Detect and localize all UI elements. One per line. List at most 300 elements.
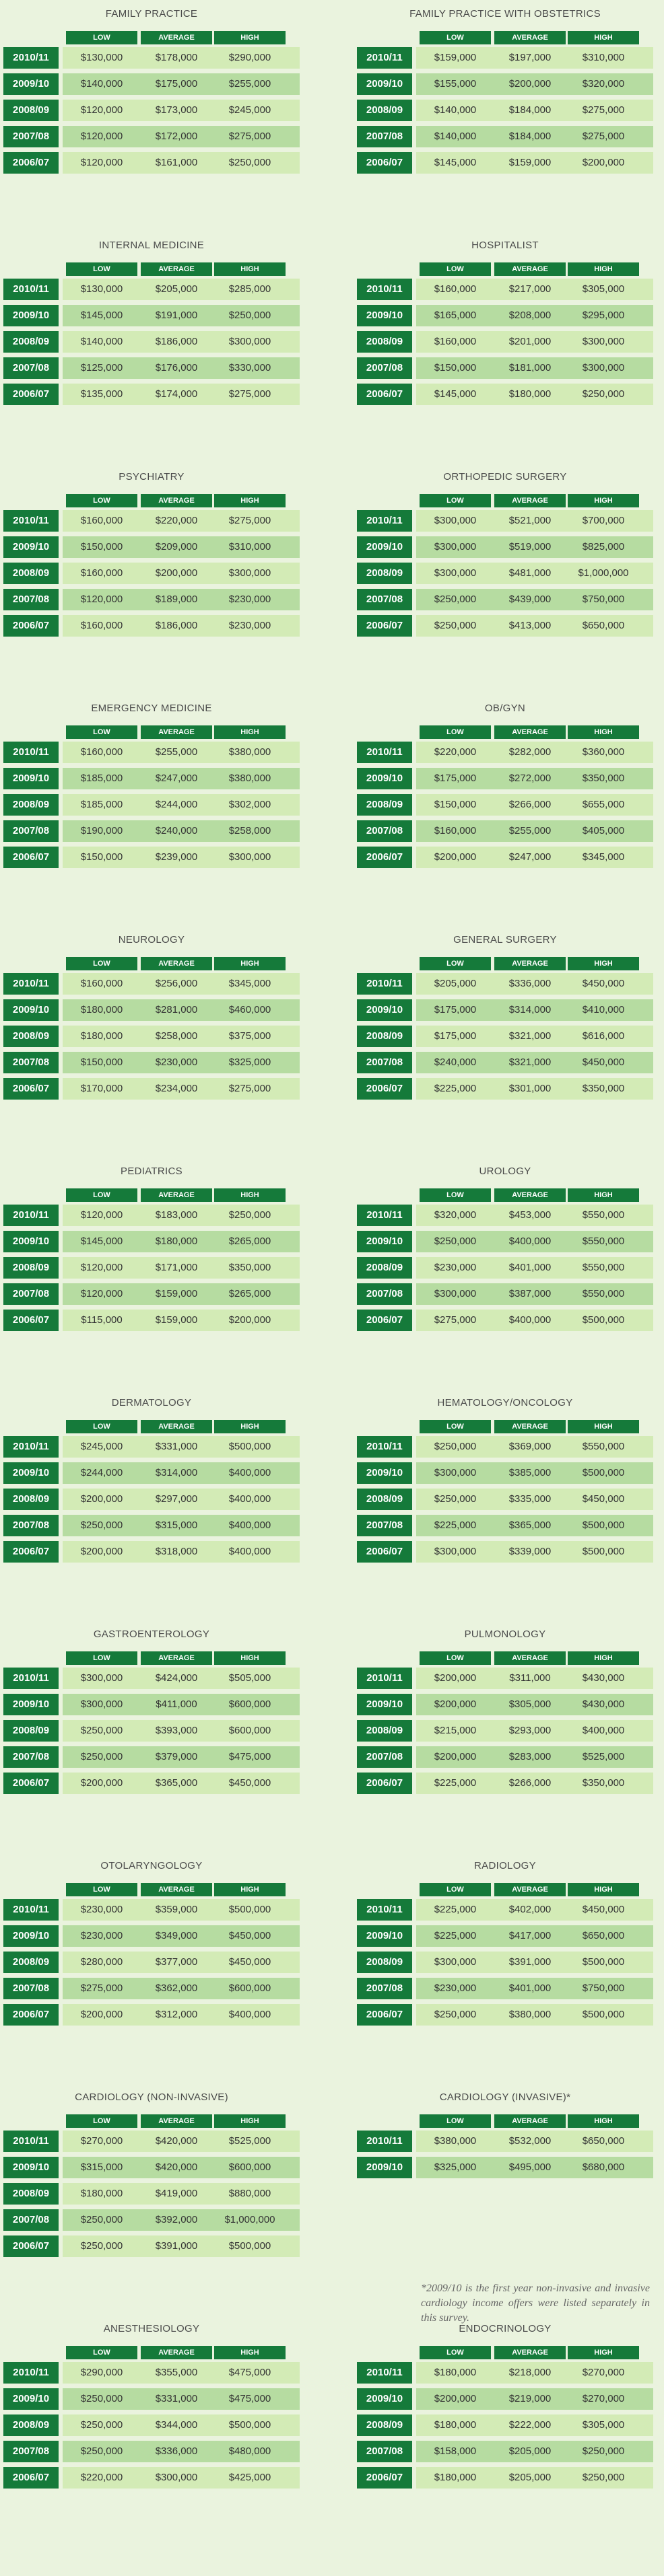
table-row <box>357 1257 653 1279</box>
cell-average: $401,000 <box>508 1982 552 1994</box>
year-label: 2009/10 <box>357 999 412 1021</box>
cell-average: $424,000 <box>155 1672 198 1684</box>
year-label: 2009/10 <box>3 768 59 789</box>
value-band <box>63 1257 300 1279</box>
table-header-row <box>3 957 300 970</box>
cell-low: $145,000 <box>80 1236 123 1247</box>
cell-average: $301,000 <box>508 1083 552 1094</box>
cell-average: $222,000 <box>508 2419 552 2431</box>
cell-high: $700,000 <box>582 515 625 526</box>
table-header-row <box>3 1651 300 1665</box>
value-band <box>416 1231 653 1252</box>
cell-high: $310,000 <box>582 52 625 63</box>
table-body <box>357 1668 653 1799</box>
column-header-high: HIGH <box>214 1420 286 1433</box>
table-title: DERMATOLOGY <box>111 1397 192 1408</box>
value-band <box>416 999 653 1021</box>
cell-low: $200,000 <box>434 2393 477 2404</box>
value-band <box>416 331 653 353</box>
table-row <box>3 2414 300 2436</box>
value-band <box>63 1668 300 1689</box>
cell-average: $420,000 <box>155 2161 198 2173</box>
cell-average: $240,000 <box>155 825 198 836</box>
table-title: OB/GYN <box>484 703 526 714</box>
cell-average: $230,000 <box>155 1057 198 1068</box>
cell-low: $220,000 <box>80 2472 123 2483</box>
year-label: 2009/10 <box>3 1231 59 1252</box>
value-band <box>63 1026 300 1047</box>
cell-average: $359,000 <box>155 1904 198 1915</box>
value-band <box>416 1899 653 1921</box>
table-body <box>357 742 653 873</box>
year-label: 2006/07 <box>3 615 59 637</box>
column-header-low: LOW <box>66 725 137 739</box>
table-title: GASTROENTEROLOGY <box>93 1629 210 1640</box>
cell-average: $311,000 <box>509 1672 551 1684</box>
cell-high: $400,000 <box>582 1725 625 1736</box>
value-band <box>416 1436 653 1458</box>
table-row <box>3 1257 300 1279</box>
value-band <box>416 1462 653 1484</box>
cell-average: $186,000 <box>155 620 198 631</box>
cell-low: $250,000 <box>434 1441 477 1452</box>
value-band <box>63 1541 300 1563</box>
cell-average: $349,000 <box>155 1930 198 1941</box>
year-label: 2007/08 <box>357 1052 412 1073</box>
cell-low: $160,000 <box>80 515 123 526</box>
year-label: 2007/08 <box>3 1283 59 1305</box>
cell-low: $135,000 <box>80 388 123 400</box>
table-body <box>3 973 300 1104</box>
cell-low: $230,000 <box>80 1904 123 1915</box>
table-row <box>3 2441 300 2462</box>
cell-low: $160,000 <box>434 825 477 836</box>
column-header-high: HIGH <box>568 494 639 507</box>
value-band <box>416 1310 653 1331</box>
cell-average: $335,000 <box>508 1493 552 1505</box>
table-row <box>3 1078 300 1100</box>
table-header-row <box>357 725 653 739</box>
cell-high: $380,000 <box>228 773 271 784</box>
cell-average: $234,000 <box>155 1083 198 1094</box>
value-band <box>416 1052 653 1073</box>
table-row <box>3 589 300 610</box>
table-row <box>3 973 300 995</box>
value-band <box>416 279 653 300</box>
column-header-high: HIGH <box>214 1883 286 1896</box>
cell-average: $420,000 <box>155 2135 198 2147</box>
cell-average: $256,000 <box>155 978 198 989</box>
year-label: 2007/08 <box>3 2441 59 2462</box>
column-header-average: AVERAGE <box>494 725 566 739</box>
cell-high: $500,000 <box>582 1467 625 1478</box>
cell-low: $175,000 <box>434 773 477 784</box>
year-label: 2009/10 <box>3 1925 59 1947</box>
cell-average: $183,000 <box>155 1209 198 1221</box>
column-header-average: AVERAGE <box>494 2114 566 2128</box>
cell-average: $159,000 <box>508 157 552 168</box>
cell-low: $290,000 <box>80 2367 123 2378</box>
table-body <box>3 2131 300 2262</box>
column-header-high: HIGH <box>568 31 639 44</box>
cell-low: $300,000 <box>434 1288 477 1299</box>
value-band <box>416 820 653 842</box>
value-band <box>416 563 653 584</box>
cell-high: $500,000 <box>582 1546 625 1557</box>
cell-average: $532,000 <box>508 2135 552 2147</box>
table-row <box>357 1489 653 1510</box>
year-label: 2007/08 <box>3 1978 59 1999</box>
value-band <box>63 615 300 637</box>
year-label: 2008/09 <box>3 563 59 584</box>
table-row <box>3 305 300 326</box>
table-row <box>3 1541 300 1563</box>
cell-high: $550,000 <box>582 1236 625 1247</box>
value-band <box>63 2388 300 2410</box>
cell-low: $150,000 <box>80 541 123 552</box>
cell-high: $200,000 <box>582 157 625 168</box>
cell-low: $140,000 <box>434 104 477 116</box>
table-row <box>357 1720 653 1742</box>
value-band <box>416 47 653 69</box>
column-header-high: HIGH <box>568 2114 639 2128</box>
cell-low: $215,000 <box>434 1725 477 1736</box>
year-label: 2009/10 <box>357 73 412 95</box>
table-body <box>357 1205 653 1336</box>
value-band <box>63 999 300 1021</box>
table-title: CARDIOLOGY (INVASIVE)* <box>439 2091 571 2103</box>
cell-low: $250,000 <box>80 2445 123 2457</box>
column-header-average: AVERAGE <box>141 1883 212 1896</box>
cell-average: $377,000 <box>155 1956 198 1968</box>
cell-average: $247,000 <box>508 851 552 863</box>
year-label: 2008/09 <box>3 1720 59 1742</box>
cell-high: $350,000 <box>228 1262 271 1273</box>
table-row <box>3 2388 300 2410</box>
table-row <box>357 305 653 326</box>
column-header-low: LOW <box>66 957 137 970</box>
cell-high: $230,000 <box>228 594 271 605</box>
cell-high: $450,000 <box>582 1057 625 1068</box>
cell-high: $380,000 <box>228 746 271 758</box>
table-row <box>3 2235 300 2257</box>
column-header-average: AVERAGE <box>494 31 566 44</box>
year-label: 2006/07 <box>3 2235 59 2257</box>
value-band <box>416 1283 653 1305</box>
cell-high: $600,000 <box>228 1982 271 1994</box>
column-header-low: LOW <box>420 31 491 44</box>
cell-average: $180,000 <box>508 388 552 400</box>
value-band <box>416 536 653 558</box>
year-label: 2010/11 <box>357 1436 412 1458</box>
cell-low: $250,000 <box>434 1493 477 1505</box>
cell-high: $600,000 <box>228 1698 271 1710</box>
cell-low: $275,000 <box>80 1982 123 1994</box>
year-label: 2006/07 <box>3 847 59 868</box>
column-header-low: LOW <box>66 1420 137 1433</box>
value-band <box>63 847 300 868</box>
cell-high: $305,000 <box>582 2419 625 2431</box>
table-row <box>3 279 300 300</box>
cell-low: $230,000 <box>434 1262 477 1273</box>
table-body <box>357 2131 653 2183</box>
column-header-high: HIGH <box>568 1188 639 1202</box>
cell-high: $265,000 <box>228 1288 271 1299</box>
table-title: UROLOGY <box>479 1166 531 1177</box>
value-band <box>416 1257 653 1279</box>
cell-high: $275,000 <box>582 104 625 116</box>
cell-high: $680,000 <box>582 2161 625 2173</box>
year-label: 2008/09 <box>357 563 412 584</box>
cell-average: $385,000 <box>508 1467 552 1478</box>
cell-high: $430,000 <box>582 1698 625 1710</box>
cell-low: $200,000 <box>80 1546 123 1557</box>
year-label: 2010/11 <box>3 2131 59 2152</box>
cell-high: $500,000 <box>582 1314 625 1326</box>
year-label: 2009/10 <box>357 1694 412 1715</box>
cell-average: $336,000 <box>155 2445 198 2457</box>
column-header-high: HIGH <box>568 262 639 276</box>
table-row <box>357 2157 653 2178</box>
cell-low: $280,000 <box>80 1956 123 1968</box>
cell-average: $255,000 <box>508 825 552 836</box>
value-band <box>416 768 653 789</box>
cell-high: $265,000 <box>228 1236 271 1247</box>
cell-high: $400,000 <box>228 1467 271 1478</box>
year-label: 2008/09 <box>357 1952 412 1973</box>
column-header-high: HIGH <box>568 725 639 739</box>
cell-average: $300,000 <box>155 2472 198 2483</box>
cell-average: $387,000 <box>508 1288 552 1299</box>
cell-low: $245,000 <box>80 1441 123 1452</box>
year-label: 2008/09 <box>357 331 412 353</box>
table-row <box>357 742 653 763</box>
table-row <box>357 1283 653 1305</box>
table-title: OTOLARYNGOLOGY <box>100 1860 203 1871</box>
cell-average: $197,000 <box>508 52 552 63</box>
year-label: 2009/10 <box>3 1462 59 1484</box>
table-body <box>357 1899 653 2030</box>
value-band <box>416 73 653 95</box>
year-label: 2006/07 <box>357 847 412 868</box>
table-row <box>3 1310 300 1331</box>
table-header-row <box>3 2114 300 2128</box>
cell-high: $305,000 <box>582 283 625 295</box>
cell-average: $318,000 <box>155 1546 198 1557</box>
year-label: 2006/07 <box>3 2004 59 2026</box>
cell-high: $250,000 <box>228 310 271 321</box>
cell-average: $171,000 <box>155 1262 198 1273</box>
year-label: 2010/11 <box>357 973 412 995</box>
year-label: 2010/11 <box>357 742 412 763</box>
cell-low: $180,000 <box>434 2419 477 2431</box>
cell-high: $270,000 <box>582 2393 625 2404</box>
table-header-row <box>357 1651 653 1665</box>
year-label: 2010/11 <box>357 279 412 300</box>
table-row <box>3 1720 300 1742</box>
value-band <box>63 1462 300 1484</box>
table-row <box>357 794 653 816</box>
cell-average: $205,000 <box>508 2472 552 2483</box>
year-label: 2010/11 <box>3 47 59 69</box>
cell-average: $174,000 <box>155 388 198 400</box>
cell-average: $220,000 <box>155 515 198 526</box>
cell-low: $160,000 <box>434 336 477 347</box>
year-label: 2008/09 <box>3 794 59 816</box>
cell-average: $217,000 <box>508 283 552 295</box>
table-row <box>357 536 653 558</box>
cell-low: $170,000 <box>80 1083 123 1094</box>
cell-high: $550,000 <box>582 1441 625 1452</box>
cell-low: $130,000 <box>80 283 123 295</box>
cell-high: $250,000 <box>228 1209 271 1221</box>
value-band <box>416 1952 653 1973</box>
value-band <box>63 1515 300 1536</box>
cell-high: $350,000 <box>582 1777 625 1789</box>
cell-average: $201,000 <box>508 336 552 347</box>
cell-high: $300,000 <box>228 851 271 863</box>
cell-average: $172,000 <box>155 131 198 142</box>
year-label: 2009/10 <box>3 73 59 95</box>
table-row <box>3 2467 300 2489</box>
year-label: 2006/07 <box>357 1078 412 1100</box>
column-header-low: LOW <box>66 1188 137 1202</box>
cell-low: $250,000 <box>80 2419 123 2431</box>
cell-average: $379,000 <box>155 1751 198 1762</box>
value-band <box>63 279 300 300</box>
cell-low: $150,000 <box>434 799 477 810</box>
table-row <box>357 1668 653 1689</box>
cell-high: $375,000 <box>228 1030 271 1042</box>
cell-low: $120,000 <box>80 131 123 142</box>
value-band <box>416 589 653 610</box>
cell-high: $275,000 <box>228 515 271 526</box>
cell-average: $175,000 <box>155 78 198 90</box>
table-body <box>3 1899 300 2030</box>
table-row <box>357 1694 653 1715</box>
cell-high: $300,000 <box>582 362 625 373</box>
value-band <box>416 126 653 147</box>
table-row <box>3 47 300 69</box>
cell-low: $200,000 <box>80 1493 123 1505</box>
cell-average: $314,000 <box>508 1004 552 1015</box>
year-label: 2009/10 <box>3 536 59 558</box>
cell-high: $430,000 <box>582 1672 625 1684</box>
cell-average: $315,000 <box>155 1519 198 1531</box>
table-row <box>357 331 653 353</box>
table-row <box>3 331 300 353</box>
table-row <box>3 2157 300 2178</box>
year-label: 2009/10 <box>357 2157 412 2178</box>
year-label: 2006/07 <box>3 1541 59 1563</box>
cell-high: $505,000 <box>228 1672 271 1684</box>
table-row <box>357 1925 653 1947</box>
table-header-row <box>357 1188 653 1202</box>
table-body <box>3 1436 300 1567</box>
year-label: 2006/07 <box>357 615 412 637</box>
table-row <box>357 100 653 121</box>
value-band <box>63 47 300 69</box>
year-label: 2006/07 <box>357 1773 412 1794</box>
cell-low: $140,000 <box>434 131 477 142</box>
cell-high: $405,000 <box>582 825 625 836</box>
value-band <box>416 1978 653 1999</box>
cell-low: $244,000 <box>80 1467 123 1478</box>
cell-high: $550,000 <box>582 1262 625 1273</box>
cell-high: $475,000 <box>228 2393 271 2404</box>
table-row <box>357 2441 653 2462</box>
cell-low: $205,000 <box>434 978 477 989</box>
cell-low: $160,000 <box>80 620 123 631</box>
cell-low: $165,000 <box>434 310 477 321</box>
cell-average: $453,000 <box>508 1209 552 1221</box>
year-label: 2010/11 <box>3 279 59 300</box>
cell-low: $145,000 <box>434 157 477 168</box>
table-header-row <box>3 725 300 739</box>
value-band <box>63 1436 300 1458</box>
table-row <box>357 768 653 789</box>
column-header-low: LOW <box>66 494 137 507</box>
cell-high: $310,000 <box>228 541 271 552</box>
cell-high: $460,000 <box>228 1004 271 1015</box>
table-title: INTERNAL MEDICINE <box>98 240 205 251</box>
table-header-row <box>3 494 300 507</box>
value-band <box>63 1773 300 1794</box>
cell-high: $270,000 <box>582 2367 625 2378</box>
value-band <box>416 973 653 995</box>
cell-high: $400,000 <box>228 1493 271 1505</box>
table-row <box>3 2131 300 2152</box>
value-band <box>63 536 300 558</box>
cell-average: $178,000 <box>155 52 198 63</box>
cell-high: $650,000 <box>582 1930 625 1941</box>
table-row <box>3 1694 300 1715</box>
column-header-average: AVERAGE <box>494 957 566 970</box>
table-row <box>357 1078 653 1100</box>
cell-low: $150,000 <box>80 1057 123 1068</box>
table-body <box>357 510 653 641</box>
value-band <box>416 1541 653 1563</box>
value-band <box>416 152 653 174</box>
column-header-average: AVERAGE <box>141 1420 212 1433</box>
cell-average: $331,000 <box>155 1441 198 1452</box>
cell-low: $160,000 <box>80 746 123 758</box>
year-label: 2008/09 <box>357 100 412 121</box>
column-header-low: LOW <box>420 957 491 970</box>
cell-high: $425,000 <box>228 2472 271 2483</box>
table-row <box>3 563 300 584</box>
column-header-low: LOW <box>66 31 137 44</box>
value-band <box>416 357 653 379</box>
cell-average: $344,000 <box>155 2419 198 2431</box>
table-body <box>3 1205 300 1336</box>
column-header-average: AVERAGE <box>494 2346 566 2359</box>
year-label: 2007/08 <box>357 126 412 147</box>
cell-low: $250,000 <box>80 2393 123 2404</box>
year-label: 2008/09 <box>3 1257 59 1279</box>
cell-average: $419,000 <box>155 2188 198 2199</box>
table-row <box>357 152 653 174</box>
table-row <box>3 100 300 121</box>
cell-average: $393,000 <box>155 1725 198 1736</box>
value-band <box>416 510 653 532</box>
table-row <box>3 73 300 95</box>
cell-low: $190,000 <box>80 825 123 836</box>
cell-high: $1,000,000 <box>224 2214 275 2225</box>
table-row <box>357 1436 653 1458</box>
column-header-high: HIGH <box>214 2346 286 2359</box>
year-label: 2009/10 <box>357 768 412 789</box>
